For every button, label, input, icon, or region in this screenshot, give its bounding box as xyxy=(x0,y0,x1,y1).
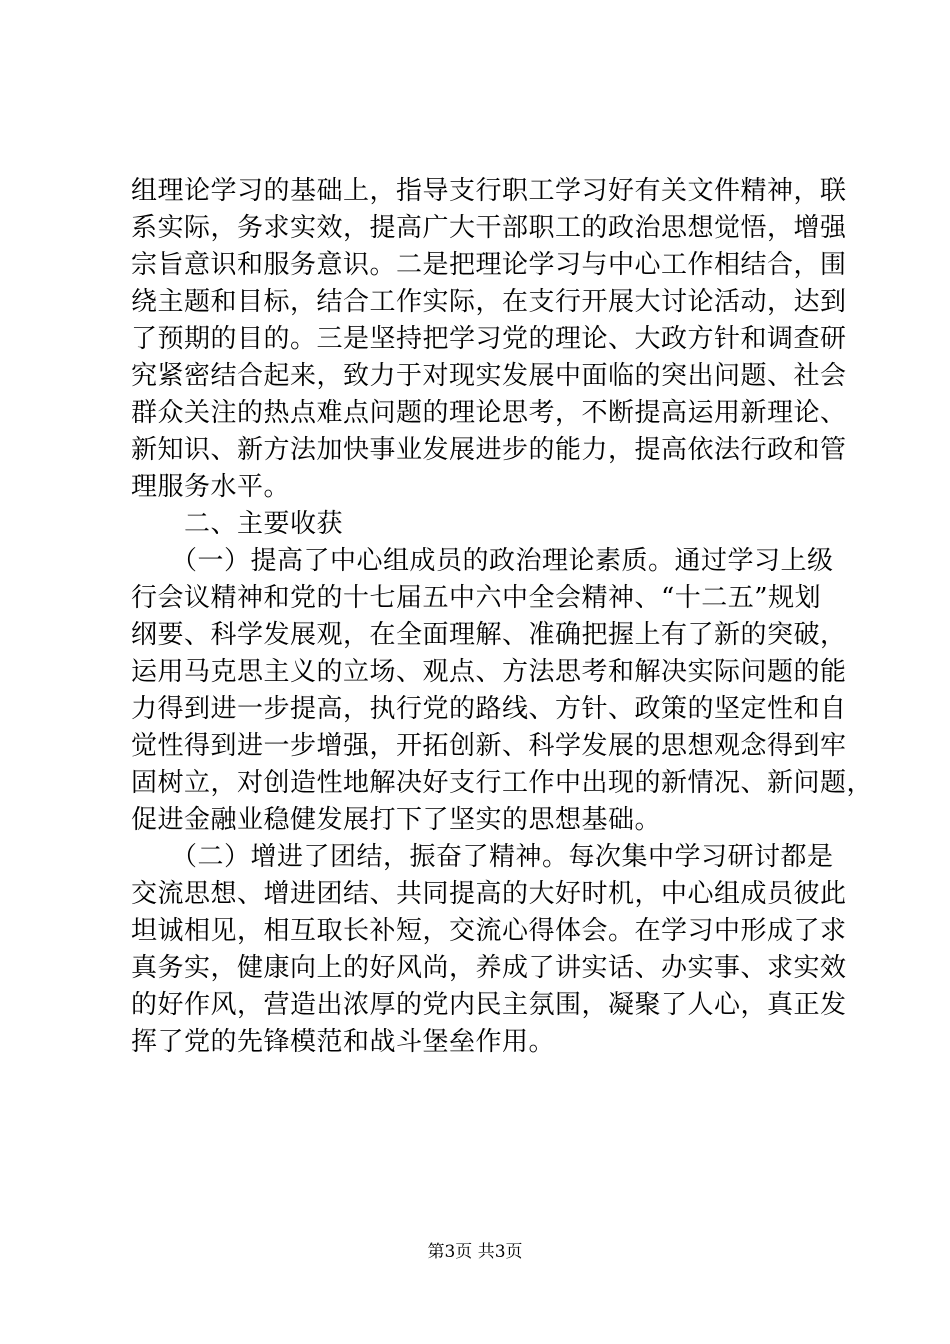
text-line: 系实际，务求实效，提高广大干部职工的政治思想觉悟，增强 xyxy=(131,213,847,243)
text-line: 运用马克思主义的立场、观点、方法思考和解决实际问题的能 xyxy=(131,657,847,687)
text-line: 固树立，对创造性地解决好支行工作中出现的新情况、新问题， xyxy=(131,768,874,798)
text-line: 了预期的目的。三是坚持把学习党的理论、大政方针和调查研 xyxy=(131,324,847,354)
text-line: 交流思想、增进团结、共同提高的大好时机，中心组成员彼此 xyxy=(131,879,847,909)
text-line: 的好作风，营造出浓厚的党内民主氛围，凝聚了人心，真正发 xyxy=(131,990,847,1020)
text-line: 觉性得到进一步增强，开拓创新、科学发展的思想观念得到牢 xyxy=(131,731,847,761)
text-line: 新知识、新方法加快事业发展进步的能力，提高依法行政和管 xyxy=(131,435,847,465)
text-line: 究紧密结合起来，致力于对现实发展中面临的突出问题、社会 xyxy=(131,361,847,391)
section-heading: 二、主要收获 xyxy=(131,509,344,539)
text-line: 组理论学习的基础上，指导支行职工学习好有关文件精神，联 xyxy=(131,176,847,206)
text-line: 真务实，健康向上的好风尚，养成了讲实话、办实事、求实效 xyxy=(131,953,847,983)
text-line: （二）增进了团结，振奋了精神。每次集中学习研讨都是 xyxy=(131,842,834,872)
text-line: （一）提高了中心组成员的政治理论素质。通过学习上级 xyxy=(131,546,834,576)
text-line: 促进金融业稳健发展打下了坚实的思想基础。 xyxy=(131,805,662,835)
text-line: 挥了党的先锋模范和战斗堡垒作用。 xyxy=(131,1027,556,1057)
page-number-footer: 第3页 共3页 xyxy=(427,1242,523,1262)
text-line: 绕主题和目标，结合工作实际，在支行开展大讨论活动，达到 xyxy=(131,287,847,317)
text-line: 宗旨意识和服务意识。二是把理论学习与中心工作相结合，围 xyxy=(131,250,847,280)
text-line: 群众关注的热点难点问题的理论思考，不断提高运用新理论、 xyxy=(131,398,847,428)
text-line: 纲要、科学发展观，在全面理解、准确把握上有了新的突破， xyxy=(131,620,847,650)
text-line: 理服务水平。 xyxy=(131,472,291,502)
text-line: 力得到进一步提高，执行党的路线、方针、政策的坚定性和自 xyxy=(131,694,847,724)
document-body xyxy=(131,173,874,1061)
text-line: 行会议精神和党的十七届五中六中全会精神、“十二五”规划 xyxy=(131,583,822,613)
text-line: 坦诚相见，相互取长补短，交流心得体会。在学习中形成了求 xyxy=(131,916,847,946)
